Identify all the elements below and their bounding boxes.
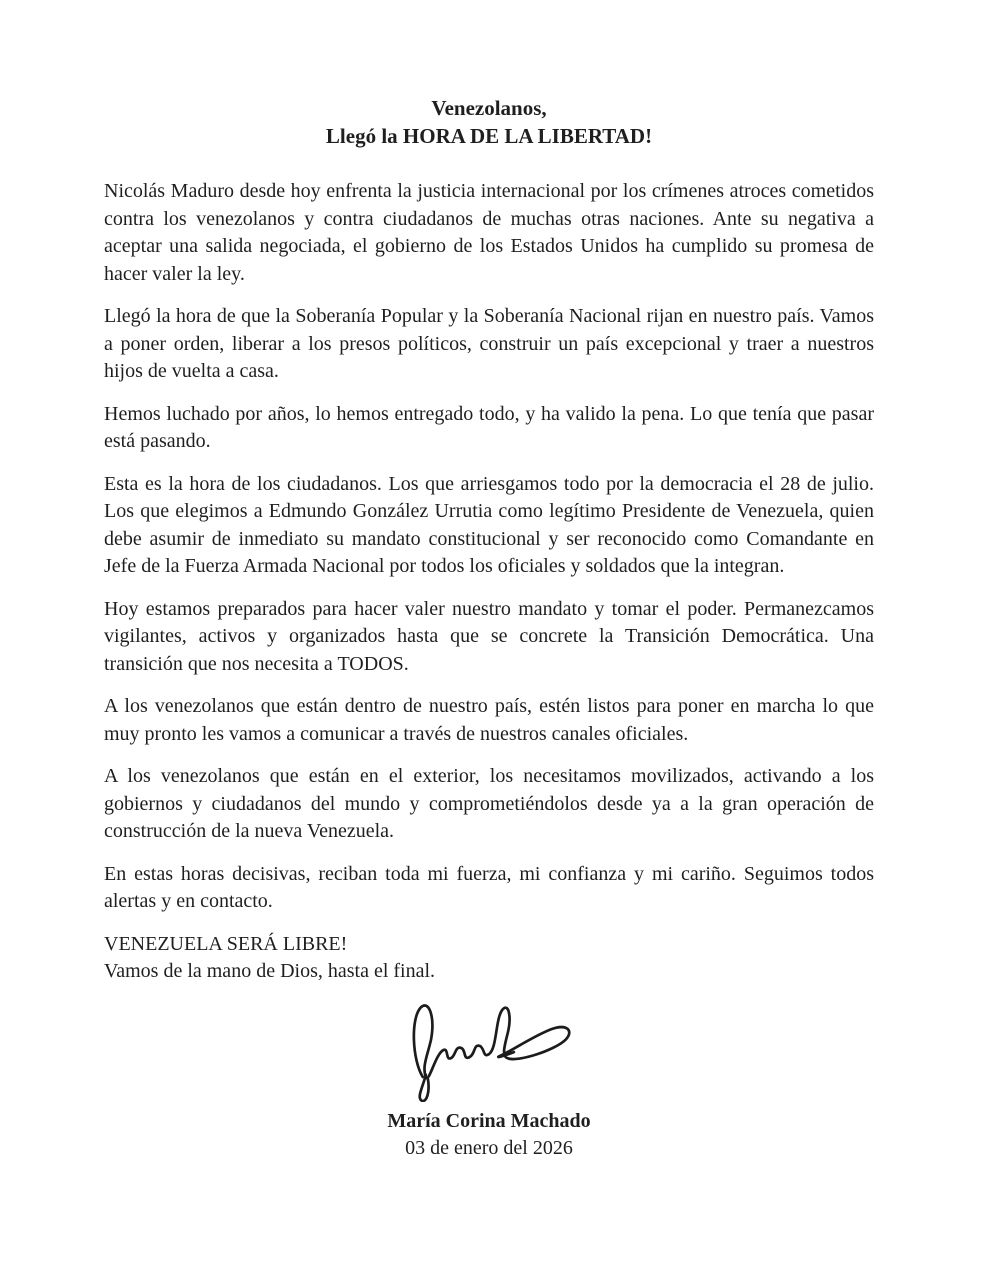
signature-area <box>104 998 874 1102</box>
closing-line2: Vamos de la mano de Dios, hasta el final. <box>104 960 436 982</box>
letter-paragraphs <box>104 178 874 916</box>
letter-closing <box>104 931 874 986</box>
signature-date: 03 de enero del 2026 <box>405 1137 573 1159</box>
paragraph-4: Esta es la hora de los ciudadanos. Los que arriesgamos todo por la democracia el 28 de julio. Los que elegimos a Edmundo González Urrutia como legítimo Presidente de Venezuela, quien debe asumir de inmediato su mandato constitucional y ser reconocido como Comandante en Jefe de la Fuerza Armada Nacional por todos los oficiales y soldados que la integran. <box>104 472 874 577</box>
letter-title-line2: Llegó la HORA DE LA LIBERTAD! <box>325 123 653 148</box>
paragraph-3: Hemos luchado por años, lo hemos entregado todo, y ha valido la pena. Lo que tenía que pasar está pasando. <box>104 402 874 452</box>
paragraph-7: A los venezolanos que están en el exterior, los necesitamos movilizados, activando a los gobiernos y ciudadanos del mundo y comprometiéndolos desde ya a la gran operación de construcción de la nueva Venezuela. <box>104 765 874 842</box>
letter-title-line1: Venezolanos, <box>431 96 547 120</box>
paragraph-1: Nicolás Maduro desde hoy enfrenta la justicia internacional por los crímenes atroces cometidos contra los venezolanos y contra ciudadanos de muchas otras naciones. Ante su negativa a aceptar una salida negociada, el gobierno de los Estados Unidos ha cumplido su promesa de hacer valer la ley. <box>104 180 874 285</box>
closing-line1: VENEZUELA SERÁ LIBRE! <box>104 932 348 955</box>
paragraph-8: En estas horas decisivas, reciban toda mi fuerza, mi confianza y mi cariño. Seguimos todos alertas y en contacto. <box>104 862 874 912</box>
paragraph-5: Hoy estamos preparados para hacer valer nuestro mandato y tomar el poder. Permanezcamos vigilantes, activos y organizados hasta que se concrete la Transición Democrática. Una transición que nos necesita a TODOS. <box>104 597 874 675</box>
paragraph-6: A los venezolanos que están dentro de nuestro país, estén listos para poner en marcha lo que muy pronto les vamos a comunicar a través de nuestros canales oficiales. <box>104 695 874 745</box>
signer-name: María Corina Machado <box>387 1109 591 1132</box>
handwritten-signature-icon <box>401 998 577 1102</box>
paragraph-2: Llegó la hora de que la Soberanía Popular y la Soberanía Nacional rijan en nuestro país. Vamos a poner orden, liberar a los presos políticos, construir un país excepcional y traer a nuestros hijos de vuelta a casa. <box>104 305 874 382</box>
letter-title <box>104 95 874 150</box>
signature-block <box>104 1108 874 1163</box>
